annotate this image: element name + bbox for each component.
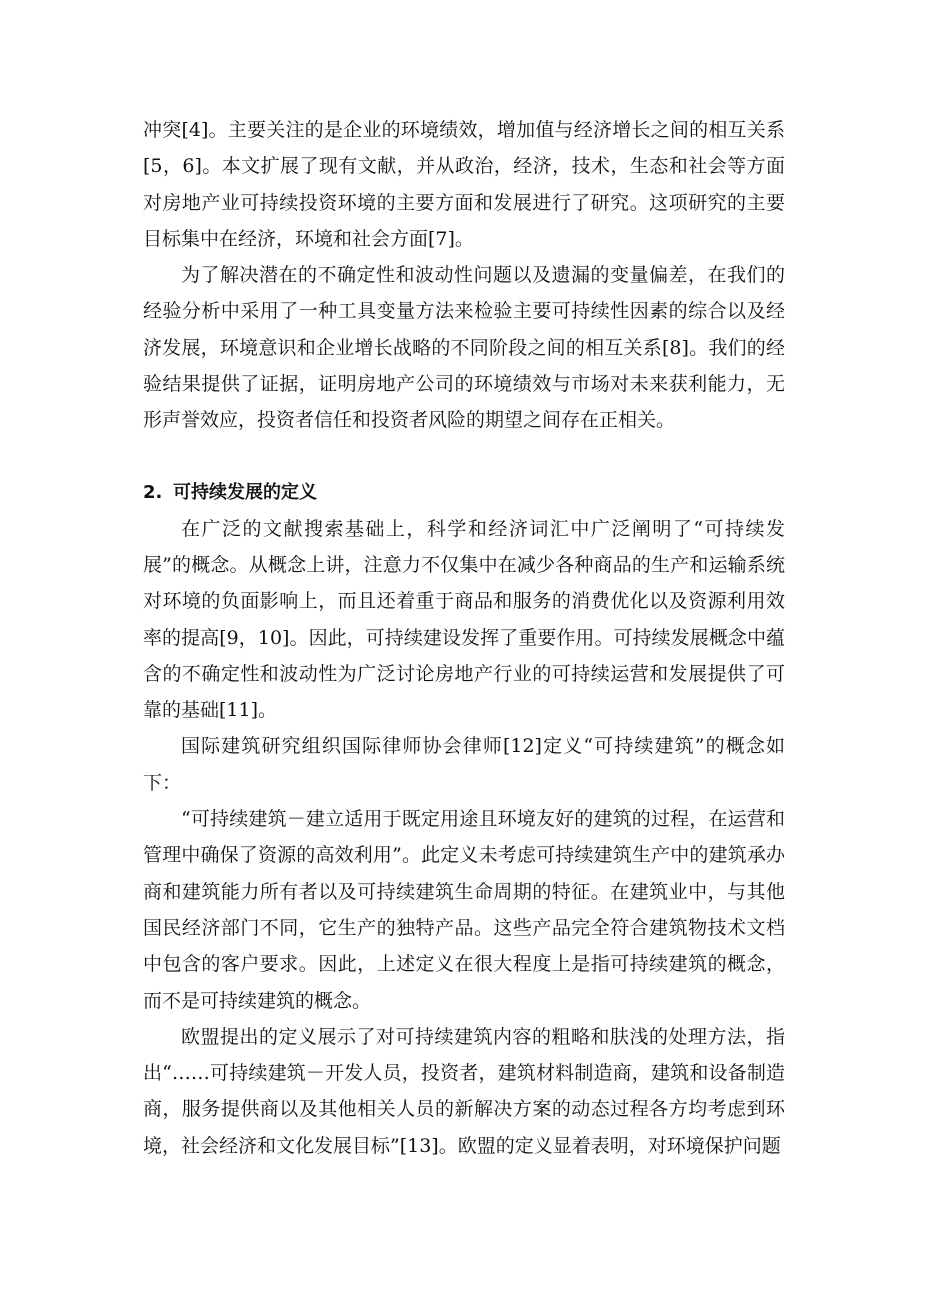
paragraph-international: 国际建筑研究组织国际律师协会律师[12]定义“可持续建筑”的概念如下： bbox=[143, 735, 785, 794]
section-title: 可持续发展的定义 bbox=[173, 481, 317, 503]
section-heading bbox=[143, 475, 785, 511]
section-spacer bbox=[143, 439, 785, 475]
paragraph-definition: 在广泛的文献搜索基础上，科学和经济词汇中广泛阐明了“可持续发展”的概念。从概念上讲，注意力不仅集中在减少各种商品的生产和运输系统对环境的负面影响上，而且还着重于商品和服务的消费优化以及资源利用效率的提高[9，10]。因此，可持续建设发挥了重要作用。可持续发展概念中蕴含的不确定性和波动性为广泛讨论房地产行业的可持续运营和发展提供了可靠的基础[11]。 bbox=[143, 517, 785, 722]
paragraph-continuation: 冲突[4]。主要关注的是企业的环境绩效，增加值与经济增长之间的相互关系[5，6]。本文扩展了现有文献，并从政治，经济，技术，生态和社会等方面对房地产业可持续投资环境的主要方面和发展进行了研究。这项研究的主要目标集中在经济，环境和社会方面[7]。 bbox=[143, 119, 785, 250]
paragraph-quote: “可持续建筑－建立适用于既定用途且环境友好的建筑的过程，在运营和管理中确保了资源的高效利用”。此定义未考虑可持续建筑生产中的建筑承办商和建筑能力所有者以及可持续建筑生命周期的特征。在建筑业中，与其他国民经济部门不同，它生产的独特产品。这些产品完全符合建筑物技术文档中包含的客户要求。因此，上述定义在很大程度上是指可持续建筑的概念，而不是可持续建筑的概念。 bbox=[143, 808, 785, 1012]
document-page bbox=[143, 112, 785, 1164]
paragraph-method: 为了解决潜在的不确定性和波动性问题以及遗漏的变量偏差，在我们的经验分析中采用了一种工具变量方法来检验主要可持续性因素的综合以及经济发展，环境意识和企业增长战略的不同阶段之间的相互关系[8]。我们的经验结果提供了证据，证明房地产公司的环境绩效与市场对未来获利能力，无形声誉效应，投资者信任和投资者风险的期望之间存在正相关。 bbox=[143, 264, 785, 432]
paragraph-eu: 欧盟提出的定义展示了对可持续建筑内容的粗略和肤浅的处理方法，指出“……可持续建筑－开发人员，投资者，建筑材料制造商，建筑和设备制造商，服务提供商以及其他相关人员的新解决方案的动态过程各方均考虑到环境，社会经济和文化发展目标”[13]。欧盟的定义显着表明，对环境保护问题 bbox=[143, 1025, 785, 1157]
section-number: 2. bbox=[143, 481, 163, 503]
